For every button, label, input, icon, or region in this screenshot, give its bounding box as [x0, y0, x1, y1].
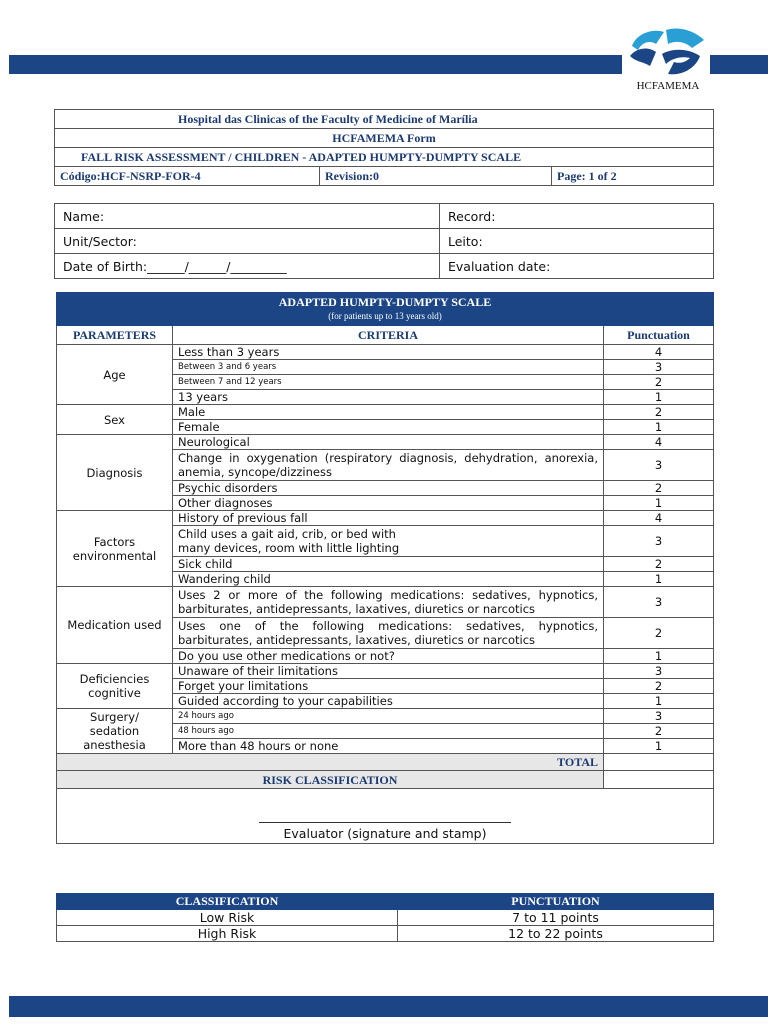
bed-field[interactable]: Leito:	[440, 229, 714, 254]
form-title: FALL RISK ASSESSMENT / CHILDREN - ADAPTED HUMPTY-DUMPTY SCALE	[55, 148, 714, 167]
points-cell: 1	[604, 496, 714, 511]
criteria-line: many devices, room with little lighting	[178, 541, 400, 555]
criteria-cell: Change in oxygenation (respiratory diagnosis, dehydration, anorexia, anemia, syncope/dizziness	[173, 450, 604, 481]
points-cell: 1	[604, 739, 714, 754]
criteria-cell: Other diagnoses	[173, 496, 604, 511]
param-age: Age	[57, 345, 173, 405]
points-cell: 1	[604, 390, 714, 405]
criteria-cell: More than 48 hours or none	[173, 739, 604, 754]
points-cell: 4	[604, 435, 714, 450]
points-cell: 3	[604, 450, 714, 481]
criteria-cell	[173, 526, 604, 557]
criteria-cell: Neurological	[173, 435, 604, 450]
param-label-line: Surgery/	[90, 710, 139, 724]
criteria-cell: Guided according to your capabilities	[173, 694, 604, 709]
criteria-cell: Wandering child	[173, 572, 604, 587]
criteria-cell: Do you use other medications or not?	[173, 649, 604, 664]
bottom-banner-bar	[9, 996, 768, 1017]
classification-points: 12 to 22 points	[398, 926, 714, 942]
points-cell: 2	[604, 618, 714, 649]
points-cell: 1	[604, 572, 714, 587]
points-cell: 2	[604, 481, 714, 496]
param-medication-used: Medication used	[57, 587, 173, 664]
total-value-field[interactable]	[604, 754, 714, 771]
criteria-cell: Uses one of the following medications: sedatives, hypnotics, barbiturates, antidepressants, laxatives, diuretics or narcotics	[173, 618, 604, 649]
col-classification: CLASSIFICATION	[57, 894, 398, 910]
points-cell: 4	[604, 511, 714, 526]
points-cell: 1	[604, 694, 714, 709]
param-label-line: anesthesia	[83, 738, 146, 752]
param-label-line: cognitive	[88, 686, 141, 700]
param-label-line: environmental	[72, 548, 157, 563]
criteria-cell: Between 7 and 12 years	[173, 375, 604, 390]
points-cell: 2	[604, 679, 714, 694]
risk-classification-label: RISK CLASSIFICATION	[57, 771, 604, 789]
param-deficiencies-cognitive	[57, 664, 173, 709]
criteria-cell: Uses 2 or more of the following medications: sedatives, hypnotics, barbiturates, antidepressants, laxatives, diuretics or narcotics	[173, 587, 604, 618]
form-code: Código:HCF-NSRP-FOR-4	[55, 167, 320, 186]
param-surgery-sedation-anesthesia	[57, 709, 173, 754]
scale-title: ADAPTED HUMPTY-DUMPTY SCALE	[278, 295, 492, 309]
form-name: HCFAMEMA Form	[55, 129, 714, 148]
table-row	[57, 709, 714, 724]
table-row	[57, 926, 714, 942]
humpty-dumpty-scale-table	[56, 292, 714, 844]
criteria-cell: Psychic disorders	[173, 481, 604, 496]
institution-name: Hospital das Clinicas of the Faculty of Medicine of Marília	[55, 110, 714, 129]
table-row	[57, 345, 714, 360]
evaluator-signature-area[interactable]	[57, 789, 714, 844]
patient-info-table	[54, 203, 714, 279]
classification-label: High Risk	[57, 926, 398, 942]
col-parameters: PARAMETERS	[57, 326, 173, 345]
classification-table	[56, 893, 714, 942]
param-label-line: sedation	[89, 724, 140, 738]
criteria-cell: Less than 3 years	[173, 345, 604, 360]
points-cell: 2	[604, 375, 714, 390]
classification-label: Low Risk	[57, 910, 398, 926]
signature-line	[259, 822, 511, 823]
param-sex: Sex	[57, 405, 173, 435]
criteria-cell: Male	[173, 405, 604, 420]
points-cell: 3	[604, 664, 714, 679]
classification-points: 7 to 11 points	[398, 910, 714, 926]
criteria-cell: History of previous fall	[173, 511, 604, 526]
points-cell: 2	[604, 405, 714, 420]
unit-sector-field[interactable]: Unit/Sector:	[55, 229, 440, 254]
evaluator-label: Evaluator (signature and stamp)	[283, 826, 487, 841]
points-cell: 2	[604, 724, 714, 739]
form-revision: Revision:0	[320, 167, 552, 186]
table-row	[57, 910, 714, 926]
param-diagnosis: Diagnosis	[57, 435, 173, 511]
top-banner-bar-right	[710, 55, 768, 74]
criteria-line: Child uses a gait aid, crib, or bed with	[178, 527, 396, 541]
name-field[interactable]: Name:	[55, 204, 440, 229]
table-row	[57, 405, 714, 420]
evaluation-date-field[interactable]: Evaluation date:	[440, 254, 714, 279]
criteria-cell: Between 3 and 6 years	[173, 360, 604, 375]
criteria-cell: 24 hours ago	[173, 709, 604, 724]
record-field[interactable]: Record:	[440, 204, 714, 229]
scale-title-cell	[57, 293, 714, 326]
param-label-line: Deficiencies	[79, 672, 150, 686]
hcfamema-logo-icon	[626, 26, 710, 80]
criteria-cell: 48 hours ago	[173, 724, 604, 739]
points-cell: 1	[604, 649, 714, 664]
points-cell: 1	[604, 420, 714, 435]
points-cell: 2	[604, 557, 714, 572]
scale-subtitle: (for patients up to 13 years old)	[328, 311, 442, 321]
param-label-line: Factors	[93, 534, 136, 549]
criteria-cell: 13 years	[173, 390, 604, 405]
points-cell: 3	[604, 709, 714, 724]
table-row	[57, 664, 714, 679]
table-row	[57, 587, 714, 618]
form-header-table	[54, 109, 714, 186]
total-label: TOTAL	[57, 754, 604, 771]
risk-classification-field[interactable]	[604, 771, 714, 789]
col-punctuation: PUNCTUATION	[398, 894, 714, 910]
logo-text: HCFAMEMA	[636, 80, 700, 92]
criteria-cell: Sick child	[173, 557, 604, 572]
form-page: Page: 1 of 2	[552, 167, 714, 186]
criteria-cell: Forget your limitations	[173, 679, 604, 694]
col-criteria: CRITERIA	[173, 326, 604, 345]
points-cell: 4	[604, 345, 714, 360]
criteria-cell: Female	[173, 420, 604, 435]
points-cell: 3	[604, 360, 714, 375]
param-factors-environmental	[57, 511, 173, 587]
table-row	[57, 511, 714, 526]
criteria-cell: Unaware of their limitations	[173, 664, 604, 679]
points-cell: 3	[604, 587, 714, 618]
table-row	[57, 435, 714, 450]
top-banner-bar	[9, 55, 622, 74]
date-of-birth-field[interactable]: Date of Birth:______/______/_________	[55, 254, 440, 279]
col-punctuation: Punctuation	[604, 326, 714, 345]
points-cell: 3	[604, 526, 714, 557]
